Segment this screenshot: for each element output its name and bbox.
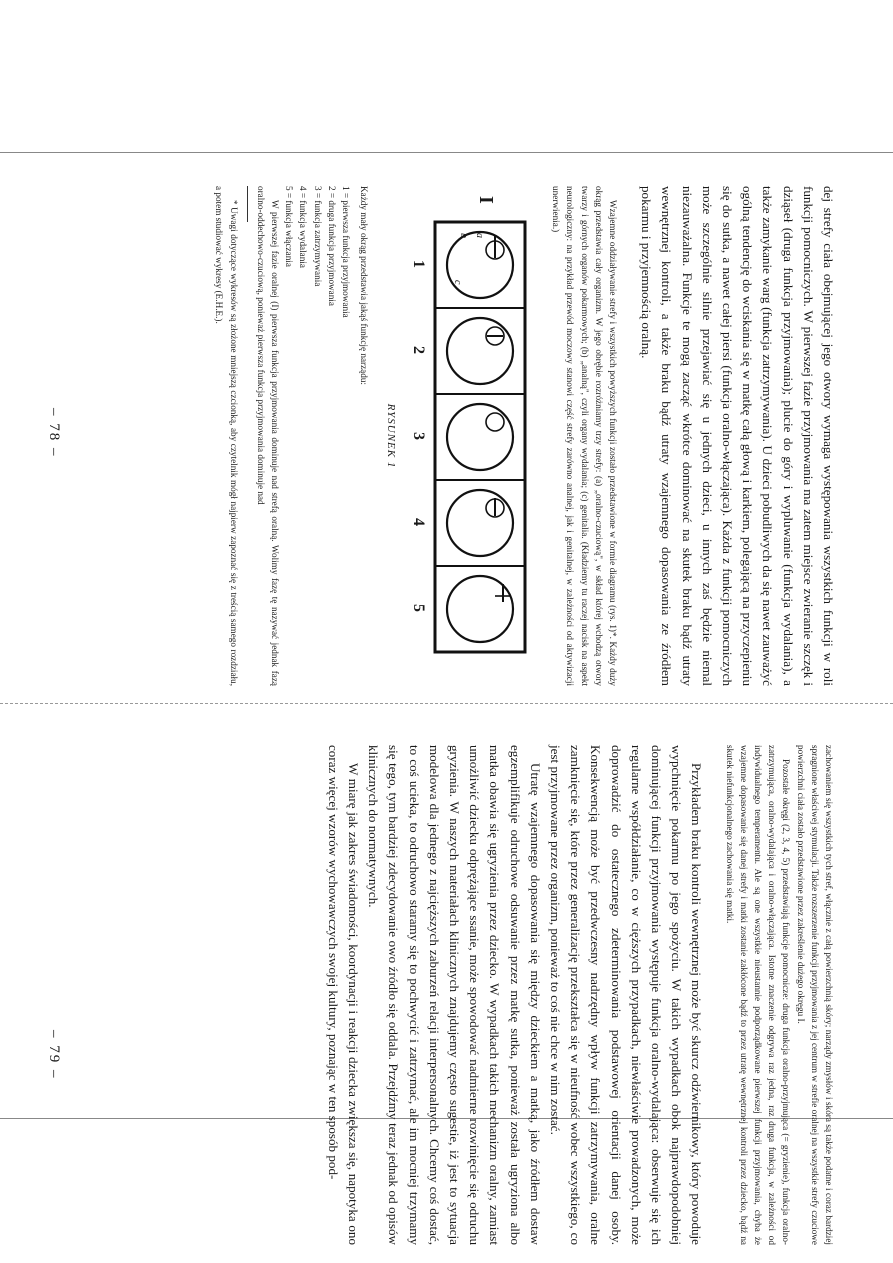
- legend-item: 3 = funkcja zatrzymywania: [312, 186, 323, 287]
- body-paragraph: Przykładem braku kontroli wewnętrznej może być skurcz odźwiernikowy, który powoduje wypchnięcie pokarmu po jego spożyciu. W takich wypadkach obok najprawdopodobniej dominującej funkcji przyjmowania występuje funkcja oralno-wydalająca: obserwuje się ich regularne współdziałanie, co w cięższych przypadkach, niewłaściwie prowadzonych, może doprowadzić do ostatecznego zdeterminowania podstawowej orientacji danej osoby. Konsekwencją może być przedwczesny nadrzędny wpływ funkcji zatrzymywania, oralne zamknięcie się, które przez generalizację przekształca się w nieufność wobec wszystkiego, co jest przyjmowane przez organizm, ponieważ to coś nie chce w nim zostać.: [547, 745, 705, 1245]
- diagram-explanation: Wzajemne oddziaływanie strefy i wszystkich powyższych funkcji zostało przedstawione w formie diagramu (rys. 1)*. Każdy duży okrąg przedstawia cały organizm. W jego obrębie rozróżniamy trzy strefy: (a) „oralno-czuciową", w skład której wchodzą otwory twarzy i górnych organów pokarmowych; (b) „analną", czyli organy wydalania; (c) genitalia. (Kładziemy tu raczej nacisk na aspekt neurologiczny: na przykład przewód moczowy stanowi część strefy zarówno analnej, jak i genitalnej, w zależności od aktywizacji unerwienia.): [551, 186, 618, 686]
- legend: [357, 186, 371, 686]
- page-number-79: – 79 –: [46, 1030, 62, 1080]
- column-label: 2: [409, 346, 427, 354]
- organism-circle: [447, 318, 513, 384]
- figure-caption: RYSUNEK 1: [384, 403, 397, 469]
- zone-label-a: a: [473, 233, 485, 238]
- zone-label-b: b: [457, 233, 469, 238]
- organism-circle: [447, 490, 513, 556]
- footnote-rule: [247, 186, 248, 222]
- scan-edge-top: [0, 152, 893, 153]
- legend-item: 5 = funkcja włączania: [284, 186, 295, 267]
- diagram-frame: [435, 222, 525, 652]
- body-paragraph: dej strefy ciała obejmującej jego otwory wymaga występowania wszystkich funkcji w roli funkcji pomocniczych. W pierwszej fazie przyjmowania ma zatem miejsce zwieranie szczęk i dziąseł (druga funkcja przyjmowania); plucie do góry i wypluwanie (funkcja wydalania), a także zamykanie warg (funkcja zatrzymywania). U dzieci pobudliwych da się nawet zauważyć ogólną tendencję do wciskania się w matkę całą głową i karkiem, polegającą na przyczepieniu się do sutka, a nawet całej piersi (funkcja oralno-włączająca). Każda z funkcji pomocniczych może szczególnie silnie przejawiać się u jednych dzieci, u innych zaś będzie niemal niezauważalna. Funkcje te mogą zacząć wkrótce dominować na skutek braku bądź utraty wewnętrznej kontroli, a także braku bądź utraty wzajemnego dopasowania ze źródłem pokarmu i przyjemnością oralną.: [639, 186, 836, 686]
- zone-label-c: c: [451, 280, 463, 285]
- organism-circle: [447, 404, 513, 470]
- organism-circle: [447, 232, 513, 298]
- legend-intro: Każdy mały okrąg przedstawia jakąś funkcję narządu:: [358, 186, 369, 385]
- footnote: * Uwagi dotyczące wykresów są złożone mniejszą czcionką, aby czytelnik mógł najpierw zapoznać się z treścią samego rozdziału, a potem studiować wykresy (E.H.E.).: [214, 186, 239, 686]
- legend-item: 4 = funkcja wydalania: [298, 186, 309, 268]
- column-label: 3: [409, 432, 427, 440]
- body-paragraph: W miarę jak zakres świadomości, koordynacji i reakcji dziecka zwiększa się, napotyka ono coraz więcej wzorów wychowawczych swojej kultury, poznając w ten sposób pod-: [325, 745, 361, 1245]
- diagram-explanation-cont: zachowaniem się wszystkich tych stref, włącznie z całą powierzchnią skóry; narządy zmysłów i skóra są także podatne i coraz bardziej spragnione właściwej stymulacji. Także rozszerzenie funkcji przyjmowania z jej centrum w strefie oralnej na wszystkie strefy czuciowe powierzchni ciała zostało przedstawione przez zakreślenie dużego okręgu I.: [795, 745, 834, 1245]
- oral-zone-circle: [486, 413, 504, 431]
- diagram-explanation: Pozostałe okręgi (2, 3, 4, 5) przedstawiają funkcje pomocnicze: druga funkcja oralno-przyjmująca (= gryzienie), funkcja oralno-zatrzymująca, oralno-wydalająca i oralno-włączająca. Istotne znaczenie odgrywa raz jedna, raz druga funkcja, w zależności od indywidualnego temperamentu. Ale są one wszystkie nieustannie podporządkowane pierwszej funkcji przyjmowania, chyba że wzajemne dopasowanie się danej strefy i matki zostanie zakłócone bądź to przez utratę wewnętrznej kontroli przez dziecko, bądź na skutek niefunkcjonalnego zachowania się matki.: [724, 745, 792, 1245]
- legend-item: 1 = pierwsza funkcja przyjmowania: [340, 186, 351, 318]
- page-79: [36, 745, 836, 1245]
- column-label: 1: [409, 260, 427, 268]
- body-paragraph: Utratę wzajemnego dopasowania się między dzieckiem a matką, jako źródłem dostaw egzemplifikuje odruchowe odsuwanie przez matkę sutka, ponieważ została ugryziona albo matka obawia się ugryzienia przez dziecko. W wypadkach takich mechanizm oralny, zamiast umożliwić dziecku odprężające ssanie, może spowodować nadmierne rozwinięcie się odruchu gryzienia. W naszych materiałach klinicznych znajdujemy często sugestie, iż jest to sytuacja modelowa dla jednego z najcięższych zaburzeń relacji interpersonalnych. Chcemy coś dostać, to coś ucieka, to odruchowo staramy się to pochwycić i zatrzymać, ale im mocniej trzymamy się tego, tym bardziej zdecydowanie owo źródło się oddala. Przejdźmy teraz jednak od opisów klinicznych do normatywnych.: [366, 745, 543, 1245]
- figure-1: [309, 186, 539, 686]
- column-label: 5: [409, 604, 427, 612]
- phase-roman-label: I: [474, 196, 497, 204]
- page-divider: [0, 703, 893, 704]
- page-number-78: – 78 –: [46, 408, 62, 458]
- legend-item: 2 = druga funkcja przyjmowania: [326, 186, 337, 306]
- page-78: [33, 186, 838, 686]
- legend-outro: W pierwszej fazie oralnej (I) pierwsza funkcja przyjmowania dominuje nad strefą oralną. Wolimy fazę tę nazywać jednak fazą oralno-oddechowo-czuciową, ponieważ pierwsza funkcja przyjmowania dominuje nad: [255, 186, 280, 686]
- column-label: 4: [409, 518, 427, 526]
